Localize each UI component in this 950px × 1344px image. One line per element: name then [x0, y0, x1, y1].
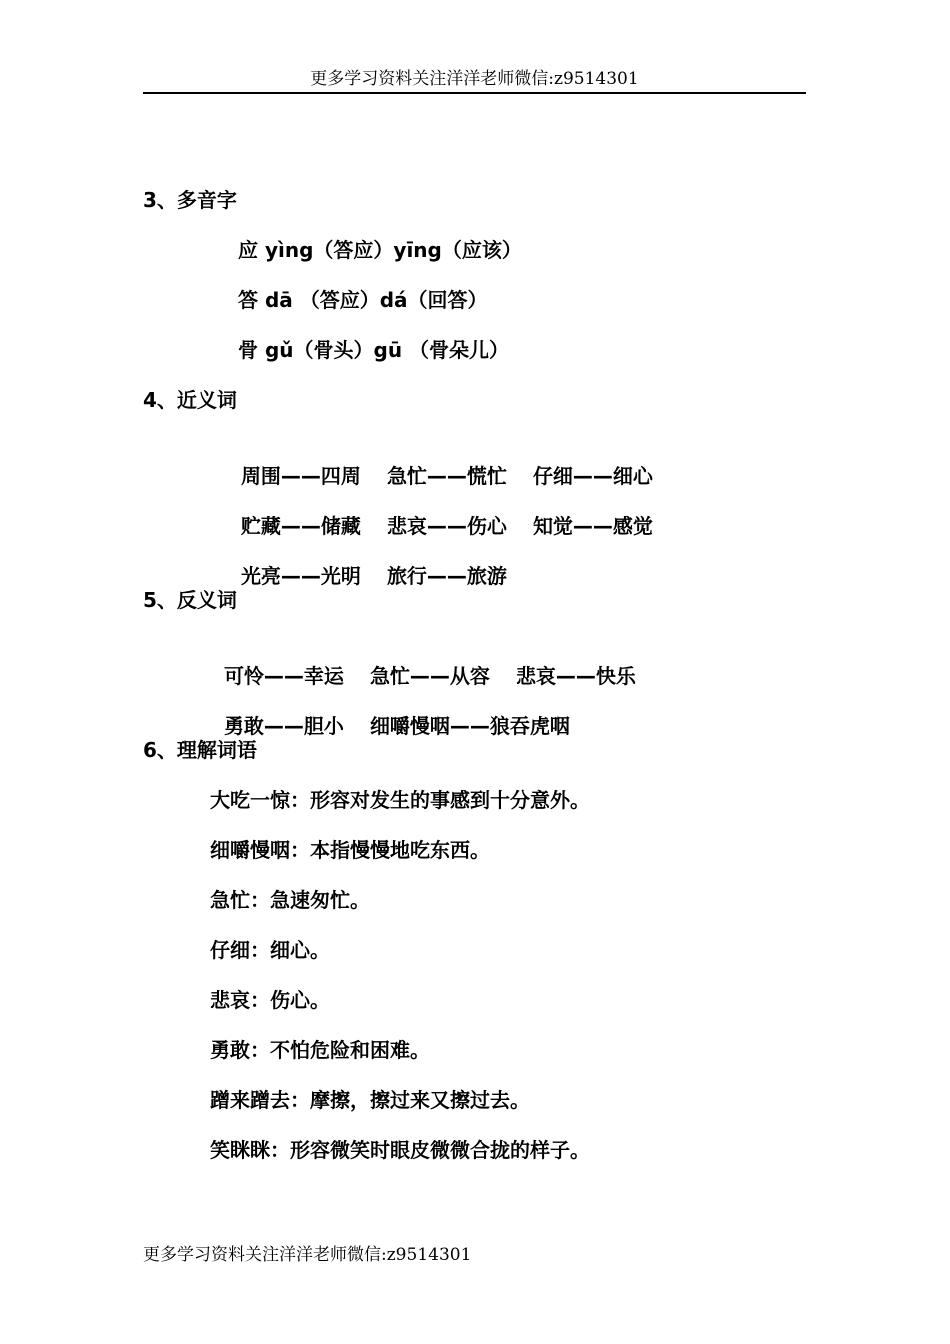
polyphonic-line: 骨 gǔ（骨头）gū （骨朵儿） [238, 338, 510, 362]
page-footer: 更多学习资料关注洋洋老师微信:z9514301 [143, 1245, 472, 1265]
antonym-row [210, 687, 570, 739]
definition-line: 仔细：细心。 [210, 938, 330, 962]
synonym-pair: 仔细——细心 [532, 464, 653, 488]
synonym-row [227, 537, 507, 589]
definition-line: 细嚼慢咽：本指慢慢地吃东西。 [210, 838, 490, 862]
synonym-pair: 贮藏——储藏 [240, 514, 361, 538]
synonym-pair: 知觉——感觉 [532, 514, 653, 538]
synonym-pair: 旅行——旅游 [386, 564, 507, 588]
synonym-pair: 周围——四周 [240, 464, 361, 488]
polyphonic-line: 答 dā （答应）dá（回答） [238, 288, 488, 312]
definition-line: 笑眯眯：形容微笑时眼皮微微合拢的样子。 [210, 1138, 590, 1162]
definition-line: 勇敢：不怕危险和困难。 [210, 1038, 430, 1062]
synonym-row [227, 487, 653, 539]
page-header: 更多学习资料关注洋洋老师微信:z9514301 [143, 68, 806, 94]
definition-line: 蹭来蹭去：摩擦，擦过来又擦过去。 [210, 1088, 530, 1112]
synonym-pair: 悲哀——伤心 [386, 514, 507, 538]
definition-line: 急忙：急速匆忙。 [210, 888, 370, 912]
section-title-antonyms: 5、反义词 [143, 588, 237, 612]
antonym-pair: 悲哀——快乐 [515, 664, 636, 688]
synonym-pair: 急忙——慌忙 [386, 464, 507, 488]
section-title-word-meanings: 6、理解词语 [143, 738, 257, 762]
synonym-pair: 光亮——光明 [240, 564, 361, 588]
antonym-pair: 急忙——从容 [369, 664, 490, 688]
antonym-pair: 细嚼慢咽——狼吞虎咽 [369, 714, 570, 738]
antonym-pair: 勇敢——胆小 [223, 714, 344, 738]
polyphonic-line: 应 yìng（答应）yīng（应该） [238, 238, 522, 262]
definition-line: 大吃一惊：形容对发生的事感到十分意外。 [210, 788, 590, 812]
section-title-polyphonic: 3、多音字 [143, 188, 237, 212]
synonym-row [227, 437, 653, 489]
definition-line: 悲哀：伤心。 [210, 988, 330, 1012]
section-title-synonyms: 4、近义词 [143, 388, 237, 412]
antonym-pair: 可怜——幸运 [223, 664, 344, 688]
antonym-row [210, 637, 636, 689]
